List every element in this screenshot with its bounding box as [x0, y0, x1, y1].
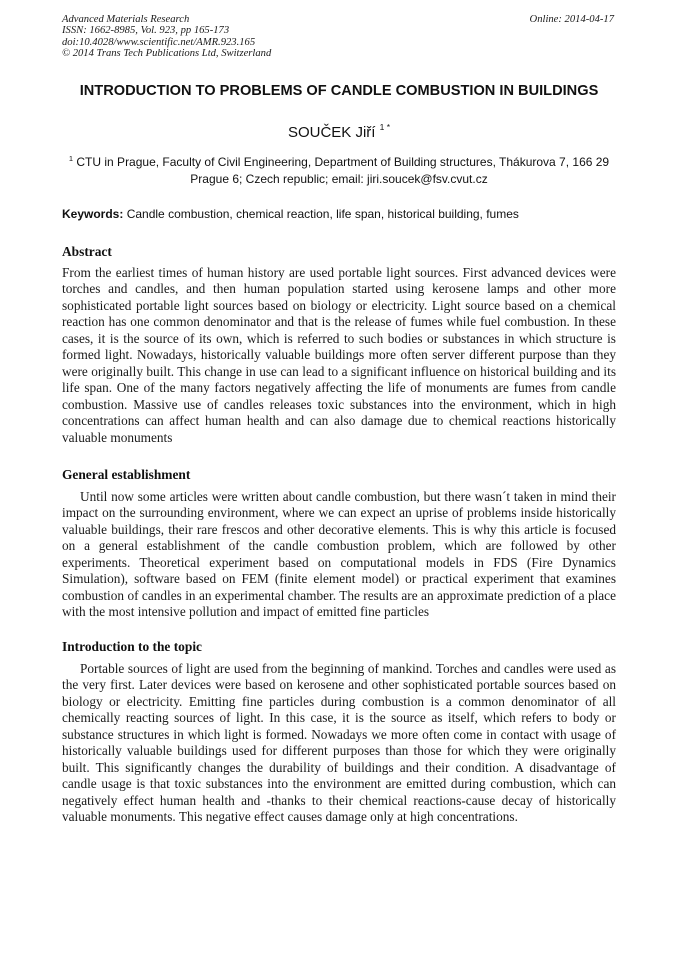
author-affiliation-marker: 1 * [379, 122, 391, 132]
affiliation [62, 154, 616, 187]
author-name: SOUČEK Jiří [287, 124, 376, 141]
keywords-text: Candle combustion, chemical reaction, life span, historical building, fumes [126, 207, 519, 221]
affiliation-marker: 1 [68, 154, 74, 163]
section-heading-introduction: Introduction to the topic [62, 639, 202, 654]
doi-line: doi:10.4028/www.scientific.net/AMR.923.165 [62, 36, 256, 48]
author-line [62, 124, 616, 142]
online-date: Online: 2014-04-17 [529, 14, 614, 25]
running-header [62, 14, 614, 60]
journal-name: Advanced Materials Research [62, 14, 190, 25]
affiliation-text: CTU in Prague, Faculty of Civil Engineering, Department of Building structures, Thákurova 7, 166 29 Prague 6; Czech republic; email: jiri.soucek@fsv.cvut.cz [76, 155, 610, 186]
abstract-body: From the earliest times of human history are used portable light sources. First advanced devices were torches and candles, and then human population started using kerosene lamps and other more sophisticated portable light sources based on biology or electricity. Light source based on a chemical reaction has one common denominator and that is the release of fumes while fuel combustion. In these cases, it is the source of its own, which is referred to such bodies or substances in which structure is formed light. Nowadays, historically valuable buildings more often server different purpose than they were originally built. This change in use can lead to a significant influence on historical building and its life span. One of the many factors negatively affecting the life of monuments are fumes from candle combustion. Massive use of candles releases toxic substances into the environment, which in high concentrations can affect human health and can also damage due to chemical reactions historically valuable monuments [62, 265, 616, 445]
introduction-body: Portable sources of light are used from the beginning of mankind. Torches and candles were used as the very first. Later devices were based on kerosene and other sophisticated portable sources based on biology or electricity. Emitting fine particles during combustion is a common denominator of all chemically reacting sources of light. In this case, it is the source as itself, which refers to body or substance structures in which light is formed. Nowadays we more often come in contact with usage of historically valuable buildings used for different purposes than those for which they were originally built. This significantly changes the durability of buildings and their condition. A disadvantage of candle usage is that toxic substances into the environment are emitted during combustion, which can negatively effect human health and -thanks to their chemical reactions-cause decay of historically valuable monuments. This negative effect causes damage only at high concentrations. [62, 661, 616, 825]
general-establishment-body: Until now some articles were written about candle combustion, but there wasn´t taken in mind their impact on the surrounding environment, where we can expect an uprise of problems inside historically valuable buildings, their rare frescos and other decorative elements. This is why this article is focused on a general establishment of the candle combustion problem, which are followed by other experiments. Theoretical experiment based on computational models in FDS (Fire Dynamics Simulation), software based on FEM (finite element model) or practical experiment that examines combustion of candles in an experimental chamber. The results are an approximate prediction of a place with the most intensive pollution and impact of emitted fine particles [62, 489, 616, 620]
section-heading-abstract: Abstract [62, 244, 112, 259]
issn-line: ISSN: 1662-8985, Vol. 923, pp 165-173 [62, 25, 230, 37]
copyright-line: © 2014 Trans Tech Publications Ltd, Switzerland [62, 48, 272, 60]
paper-title: INTRODUCTION TO PROBLEMS OF CANDLE COMBUSTION IN BUILDINGS [79, 83, 599, 99]
keywords [62, 207, 616, 222]
section-heading-general-establishment: General establishment [62, 467, 191, 482]
keywords-label: Keywords: [62, 207, 124, 221]
